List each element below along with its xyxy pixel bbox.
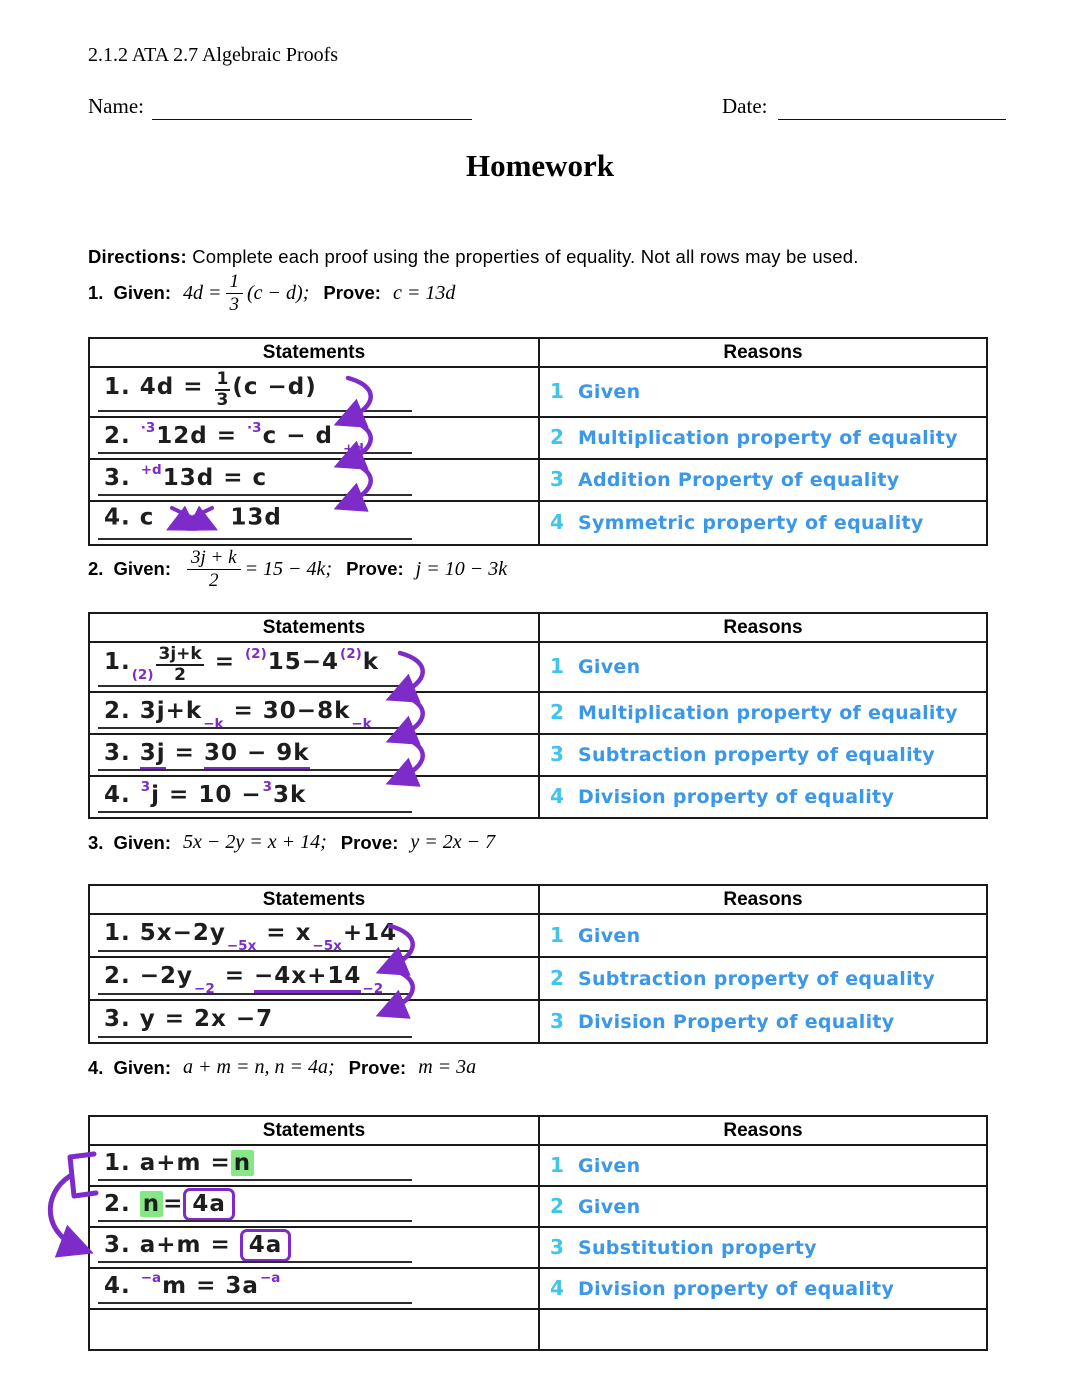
reason-cell: [539, 642, 987, 692]
purple-annotation: −k: [351, 715, 372, 732]
reason-text: Multiplication property of equality: [578, 702, 958, 725]
problem-3-given-line: [88, 831, 988, 854]
reason-text: Division property of equality: [578, 1277, 895, 1300]
purple-annotation: −2: [194, 981, 215, 997]
statements-header: Statements: [89, 885, 539, 914]
purple-annotation: −2: [362, 981, 384, 997]
handwritten-text: 3j: [140, 740, 166, 770]
purple-annotation: +d: [342, 440, 364, 457]
answer-blank-line: [98, 993, 412, 995]
printed-math: = 15 − 4k;: [244, 557, 333, 580]
proof-row: [89, 1186, 987, 1227]
statement-cell: [89, 957, 539, 1000]
handwritten-text: 30 − 9k: [204, 740, 310, 770]
proof-row: [89, 459, 987, 501]
reason-cell: [539, 1186, 987, 1227]
handwritten-text: = 30−8k: [224, 697, 351, 724]
prove-math: m = 3a: [418, 1056, 477, 1078]
handwritten-text: = x: [257, 920, 312, 946]
handwritten-text: c − d: [262, 422, 342, 449]
statement-cell: [89, 459, 539, 501]
statement-cell: [89, 914, 539, 957]
reason-text: Division Property of equality: [578, 1010, 895, 1033]
reason-text: Given: [578, 656, 641, 679]
printed-math: (c − d);: [247, 281, 310, 304]
answer-blank-line: [98, 811, 412, 813]
reason-number: 2: [550, 1193, 564, 1218]
answer-blank-line: [98, 727, 412, 729]
handwritten-text: 2.: [104, 422, 140, 449]
answer-blank-line: [98, 1261, 412, 1263]
reason-number: 3: [550, 1234, 564, 1259]
reason-text: Given: [578, 1195, 641, 1218]
statement-cell: [89, 692, 539, 734]
reason-number: 1: [550, 379, 564, 404]
name-blank-line: [152, 100, 472, 120]
problem-number: 3.: [88, 831, 104, 853]
handwritten-text: =: [163, 1191, 184, 1217]
printed-math: 5x − 2y = x + 14;: [183, 831, 327, 853]
answer-blank-line: [98, 685, 412, 687]
purple-annotation: −5x: [226, 938, 257, 954]
purple-annotation: (2): [245, 645, 267, 662]
reason-cell: [539, 501, 987, 545]
statement-cell: [89, 1227, 539, 1268]
proof-row: [89, 734, 987, 776]
given-label: Given:: [113, 831, 172, 853]
answer-blank-line: [98, 950, 412, 952]
name-label: Name:: [88, 94, 144, 118]
proof-row: [89, 692, 987, 734]
reason-text: Subtraction property of equality: [578, 744, 935, 767]
printed-math: 4d =: [183, 281, 222, 304]
proof-row: [89, 1000, 987, 1043]
reason-cell: [539, 914, 987, 957]
handwritten-text: 2.: [104, 1191, 140, 1217]
statement-cell: [89, 1145, 539, 1186]
proof-row: [89, 1145, 987, 1186]
reason-cell: [539, 459, 987, 501]
reason-text: Substitution property: [578, 1236, 817, 1259]
handwritten-text: 15−4: [267, 648, 340, 675]
reasons-header: Reasons: [539, 885, 987, 914]
answer-blank-line: [98, 1302, 412, 1304]
boxed-term: 4a: [183, 1188, 235, 1221]
reason-cell: [539, 417, 987, 459]
printed-fraction: $\frac{3j + k}{2}$: [187, 548, 241, 591]
reason-text: Addition Property of equality: [578, 469, 900, 492]
reason-cell: [539, 1227, 987, 1268]
reason-number: 3: [550, 467, 564, 492]
handwritten-text: 12d =: [156, 422, 247, 449]
prove-label: Prove:: [323, 282, 381, 304]
purple-annotation: −5x: [312, 938, 342, 954]
handwritten-text: 2. 3j+k: [104, 697, 203, 724]
date-blank-line: [778, 100, 1006, 120]
reason-text: Subtraction property of equality: [578, 967, 935, 990]
statement-cell: [89, 734, 539, 776]
answer-blank-line: [98, 538, 412, 540]
reason-number: 3: [550, 742, 564, 767]
printed-fraction: $\frac{1}{3}$: [226, 272, 244, 315]
reason-number: 1: [550, 1152, 564, 1177]
reason-cell: [539, 1268, 987, 1309]
handwritten-text: =: [215, 963, 255, 989]
handwritten-text: j = 10 −: [151, 781, 262, 808]
reason-cell: [539, 367, 987, 417]
reason-number: 2: [550, 965, 564, 990]
problem-3: [88, 831, 988, 1033]
printed-math: a + m = n, n = 4a;: [183, 1056, 335, 1078]
purple-annotation: +d: [140, 461, 162, 478]
given-label: Given:: [113, 1056, 172, 1078]
reason-cell: [539, 776, 987, 818]
given-label: Given:: [113, 558, 172, 580]
handwritten-text: 1. 4d =: [104, 373, 213, 400]
handwritten-text: 1. 5x−2y: [104, 920, 226, 946]
reason-cell: [539, 957, 987, 1000]
problem-4: [88, 1056, 988, 1300]
handwritten-text: 1.: [104, 648, 131, 675]
problem-1: [88, 271, 988, 535]
reason-number: 2: [550, 425, 564, 450]
directions-text: Complete each proof using the properties of equality. Not all rows may be used.: [192, 246, 859, 267]
problem-1-given-line: [88, 272, 988, 315]
prove-math: c = 13d: [392, 281, 456, 304]
answer-blank-line: [98, 494, 412, 496]
reason-cell: [539, 1309, 987, 1350]
handwritten-fraction: $\frac{1}{3}$: [216, 369, 229, 410]
answer-blank-line: [98, 1220, 412, 1222]
purple-annotation: 3: [140, 778, 151, 795]
proof-row: [89, 1309, 987, 1350]
handwritten-text: =: [165, 739, 204, 766]
directions: [88, 246, 998, 268]
proof-row: [89, 776, 987, 818]
handwritten-text: 13d: [221, 505, 282, 532]
problem-number: 1.: [88, 282, 104, 304]
reason-number: 4: [550, 1275, 564, 1300]
proof-row: [89, 914, 987, 957]
directions-label: Directions:: [88, 246, 187, 267]
handwritten-text: 3. y = 2x −7: [104, 1006, 274, 1032]
date-label: Date:: [722, 94, 768, 118]
handwritten-text: 3. a+m =: [104, 1232, 240, 1258]
reason-text: Symmetric property of equality: [578, 512, 924, 535]
handwritten-text: 3.: [104, 464, 140, 491]
handwritten-fraction: $\frac{3j+k}{2}$: [158, 644, 202, 685]
given-math: [183, 1056, 335, 1079]
proof-row: [89, 642, 987, 692]
proof-table-1: [88, 337, 988, 546]
proof-table-2: [88, 612, 988, 819]
statement-cell: [89, 367, 539, 417]
statements-header: Statements: [89, 613, 539, 642]
prove-math: y = 2x − 7: [410, 831, 496, 853]
answer-blank-line: [98, 1036, 412, 1038]
reason-cell: [539, 734, 987, 776]
purple-annotation: ·3: [140, 419, 156, 436]
given-math: [183, 548, 332, 591]
problem-number: 2.: [88, 558, 104, 580]
purple-annotation: (2): [340, 645, 362, 662]
proof-row: [89, 367, 987, 417]
given-math: [183, 831, 327, 854]
reason-text: Given: [578, 924, 641, 947]
problem-number: 4.: [88, 1056, 104, 1078]
reason-number: 1: [550, 654, 564, 679]
handwritten-text: +14: [342, 920, 398, 946]
purple-annotation: −a: [259, 1270, 281, 1286]
handwritten-text: m = 3a: [162, 1273, 259, 1299]
reason-text: Multiplication property of equality: [578, 427, 958, 450]
handwritten-text: 3k: [273, 781, 307, 808]
proof-table-1-body: [89, 367, 987, 545]
statement-cell: [89, 417, 539, 459]
statement-cell: [89, 1309, 539, 1350]
answer-blank-line: [98, 452, 412, 454]
statement-cell: [89, 501, 539, 545]
reason-cell: [539, 692, 987, 734]
purple-swap-arrows: [165, 504, 219, 537]
reason-text: Given: [578, 381, 641, 404]
handwritten-text: 1. a+m =: [104, 1150, 231, 1176]
handwritten-text: k: [362, 648, 380, 675]
boxed-term: 4a: [240, 1229, 292, 1262]
statement-cell: [89, 1000, 539, 1043]
proof-table-3: [88, 884, 988, 1044]
handwritten-text: 4. c: [104, 505, 164, 532]
handwritten-text: 3.: [104, 739, 140, 766]
given-math: [183, 272, 309, 315]
reason-text: Division property of equality: [578, 786, 895, 809]
handwritten-text: 4.: [104, 1273, 140, 1299]
handwritten-text: −4x+14: [254, 963, 361, 993]
proof-row: [89, 501, 987, 545]
statements-header: Statements: [89, 1116, 539, 1145]
statement-cell: [89, 1268, 539, 1309]
page-title: Homework: [465, 148, 615, 183]
answer-blank-line: [98, 1179, 412, 1181]
handwritten-text: 2. −2y: [104, 963, 194, 989]
statement-cell: [89, 642, 539, 692]
problem-4-given-line: [88, 1056, 988, 1079]
course-code: 2.1.2 ATA 2.7 Algebraic Proofs: [88, 44, 339, 66]
purple-annotation: ·3: [247, 419, 262, 436]
statements-header: Statements: [89, 338, 539, 367]
reason-number: 4: [550, 784, 564, 809]
purple-annotation: 3: [262, 778, 273, 795]
reasons-header: Reasons: [539, 613, 987, 642]
purple-annotation: −k: [203, 715, 224, 732]
purple-annotation: (2): [131, 666, 154, 683]
proof-table-4: [88, 1115, 988, 1351]
proof-row: [89, 1268, 987, 1309]
handwritten-text: 4.: [104, 781, 140, 808]
reason-number: 1: [550, 922, 564, 947]
reason-number: 4: [550, 510, 564, 535]
proof-table-2-body: [89, 642, 987, 818]
handwritten-text: =: [205, 648, 244, 675]
purple-annotation: −a: [140, 1270, 162, 1286]
handwritten-text: (c −d): [232, 373, 317, 400]
proof-row: [89, 957, 987, 1000]
problem-2-given-line: [88, 548, 988, 591]
reasons-header: Reasons: [539, 338, 987, 367]
given-label: Given:: [113, 282, 172, 304]
handwritten-text: 13d = c: [162, 464, 268, 491]
reason-text: Given: [578, 1154, 641, 1177]
proof-table-4-body: [89, 1145, 987, 1350]
reasons-header: Reasons: [539, 1116, 987, 1145]
statement-cell: [89, 776, 539, 818]
problem-2: [88, 547, 988, 809]
reason-number: 3: [550, 1008, 564, 1033]
statement-cell: [89, 1186, 539, 1227]
prove-label: Prove:: [346, 558, 404, 580]
answer-blank-line: [98, 769, 412, 771]
highlighted-term: n: [231, 1150, 254, 1176]
prove-label: Prove:: [340, 831, 399, 853]
proof-table-3-body: [89, 914, 987, 1043]
reason-cell: [539, 1145, 987, 1186]
prove-label: Prove:: [348, 1056, 407, 1078]
reason-cell: [539, 1000, 987, 1043]
highlighted-term: n: [140, 1191, 163, 1217]
proof-row: [89, 417, 987, 459]
prove-math: j = 10 − 3k: [415, 557, 508, 580]
reason-number: 2: [550, 700, 564, 725]
answer-blank-line: [98, 410, 412, 412]
proof-row: [89, 1227, 987, 1268]
